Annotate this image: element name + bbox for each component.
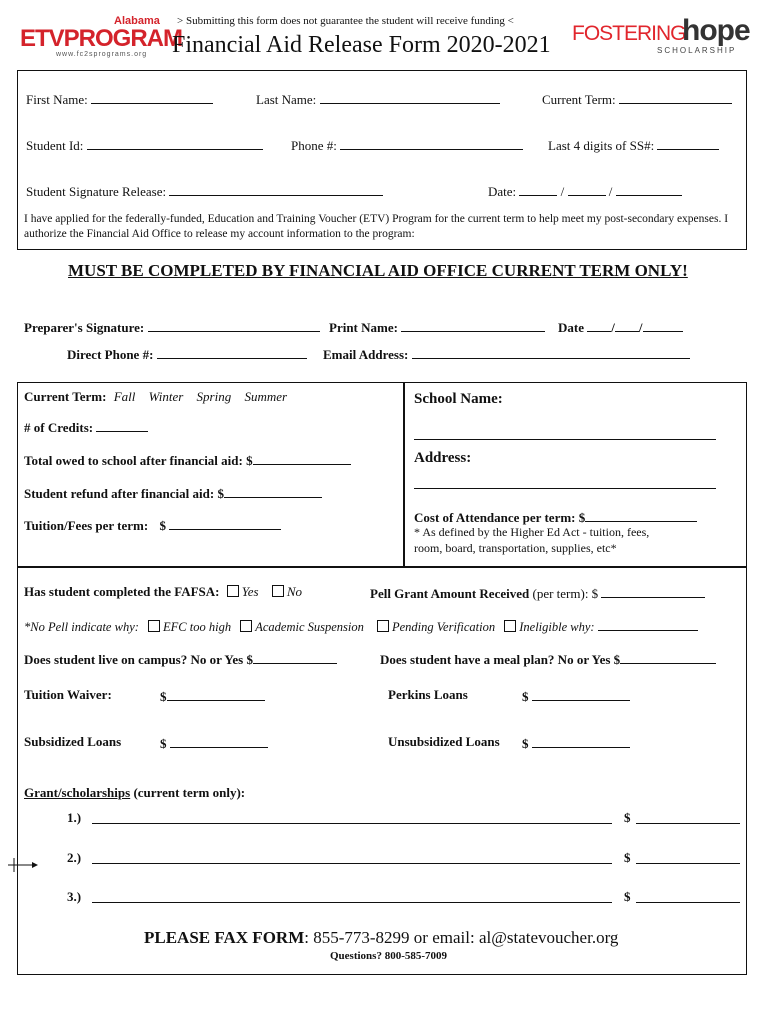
first-name-label: First Name: xyxy=(26,92,88,107)
perkins-field[interactable] xyxy=(522,687,630,705)
fafsa-label: Has student completed the FAFSA: xyxy=(24,584,220,599)
grant-row-3-line[interactable] xyxy=(92,902,612,903)
ineligible-checkbox[interactable] xyxy=(504,620,516,632)
pending-verification-checkbox[interactable] xyxy=(377,620,389,632)
last-name-field[interactable] xyxy=(256,90,500,108)
campus-line[interactable] xyxy=(253,650,337,664)
grant-row-2-dollar: $ xyxy=(624,850,631,865)
ineligible-label: Ineligible why: xyxy=(519,620,595,634)
preparer-signature-line[interactable] xyxy=(148,318,320,332)
term-section-divider xyxy=(403,383,405,567)
grant-row-3-amount-line[interactable] xyxy=(636,902,740,903)
waiver-dollar: $ xyxy=(160,689,167,704)
address-line[interactable] xyxy=(414,488,716,489)
direct-phone-field[interactable] xyxy=(67,345,307,363)
etv-logo-url: www.fc2sprograms.org xyxy=(56,51,148,58)
student-date-field[interactable]: Date: / / xyxy=(488,182,682,200)
fafsa-yes-label: Yes xyxy=(241,584,259,599)
email-line[interactable] xyxy=(412,345,690,359)
fafsa-no-checkbox[interactable] xyxy=(272,585,284,597)
credits-label: # of Credits: xyxy=(24,420,94,435)
first-name-line[interactable] xyxy=(91,90,213,104)
current-term-field[interactable] xyxy=(542,90,732,108)
student-date-label: Date: xyxy=(488,184,517,199)
phone-label: Phone #: xyxy=(291,138,337,153)
preparer-signature-field[interactable] xyxy=(24,318,320,336)
tuition-field[interactable] xyxy=(24,516,281,534)
total-owed-line[interactable] xyxy=(253,451,351,465)
unsubsidized-dollar: $ xyxy=(522,736,529,751)
last-name-label: Last Name: xyxy=(256,92,317,107)
waiver-line[interactable] xyxy=(167,687,265,701)
student-id-label: Student Id: xyxy=(26,138,84,153)
grant-row-2-number: 2.) xyxy=(67,850,82,865)
print-name-label: Print Name: xyxy=(329,320,398,335)
authorization-text: I have applied for the federally-funded, Education and Training Voucher (ETV) Program for the current term to help meet my post-secondary expenses. I authorize the Financial Aid Office to release my account information to the program: xyxy=(24,213,729,240)
fostering-hope-logo xyxy=(572,14,754,56)
ssn-line[interactable] xyxy=(657,136,719,150)
efc-label: EFC too high xyxy=(163,620,232,634)
term-option-fall[interactable]: Fall xyxy=(113,389,136,404)
current-term-line[interactable] xyxy=(619,90,732,104)
subsidized-label: Subsidized Loans xyxy=(24,734,122,749)
waiver-field[interactable] xyxy=(160,687,265,705)
academic-suspension-label: Academic Suspension xyxy=(255,620,364,634)
direct-phone-label: Direct Phone #: xyxy=(67,347,154,362)
tuition-line[interactable] xyxy=(169,516,281,530)
term-option-spring[interactable]: Spring xyxy=(196,389,232,404)
student-signature-line[interactable] xyxy=(169,182,383,196)
grant-row-3-number: 3.) xyxy=(67,889,82,904)
perkins-line[interactable] xyxy=(532,687,630,701)
school-name-line[interactable] xyxy=(414,439,716,440)
tuition-label: Tuition/Fees per term: xyxy=(24,518,149,533)
email-field[interactable] xyxy=(323,345,690,363)
preparer-signature-label: Preparer's Signature: xyxy=(24,320,145,335)
grant-row-1-line[interactable] xyxy=(92,823,612,824)
refund-label: Student refund after financial aid: $ xyxy=(24,486,224,501)
ssn-field[interactable] xyxy=(548,136,719,154)
preparer-date-day[interactable] xyxy=(615,318,639,332)
print-name-field[interactable] xyxy=(329,318,545,336)
school-name-label: School Name: xyxy=(414,391,503,407)
fafsa-yes-checkbox[interactable] xyxy=(227,585,239,597)
grant-row-1-amount-line[interactable] xyxy=(636,823,740,824)
subsidized-line[interactable] xyxy=(170,734,268,748)
grant-row-1-number: 1.) xyxy=(67,810,82,825)
funding-notice: > Submitting this form does not guarantee the student will receive funding < xyxy=(177,15,514,27)
preparer-date-year[interactable] xyxy=(643,318,683,332)
grant-row-1-dollar: $ xyxy=(624,810,631,825)
meal-field[interactable] xyxy=(380,650,716,668)
fax-contact: : 855-773-8299 or email: al@statevoucher.org xyxy=(304,928,619,947)
unsubsidized-field[interactable] xyxy=(522,734,630,752)
pending-verification-label: Pending Verification xyxy=(392,620,496,634)
credits-line[interactable] xyxy=(96,418,148,432)
phone-field[interactable] xyxy=(291,136,523,154)
grant-row-2-amount-line[interactable] xyxy=(636,863,740,864)
date-day-line[interactable] xyxy=(568,182,606,196)
print-name-line[interactable] xyxy=(401,318,545,332)
etv-logo-text: ETVPROGRAM xyxy=(20,25,183,52)
meal-label: Does student have a meal plan? No or Yes $ xyxy=(380,652,621,667)
grants-suffix: (current term only): xyxy=(133,785,246,800)
grants-label: Grant/scholarships xyxy=(24,785,131,800)
cost-field[interactable] xyxy=(414,508,697,526)
pell-label: Pell Grant Amount Received xyxy=(370,586,530,601)
fax-label: PLEASE FAX FORM xyxy=(144,928,305,947)
fax-instructions xyxy=(144,928,618,948)
pell-line[interactable] xyxy=(601,584,705,598)
fostering-hope-logo-c: SCHOLARSHIP xyxy=(657,46,737,55)
cost-note-2: room, board, transportation, supplies, etc* xyxy=(414,541,617,555)
student-id-field[interactable] xyxy=(26,136,263,154)
academic-suspension-checkbox[interactable] xyxy=(240,620,252,632)
fostering-hope-logo-b: hope xyxy=(682,14,750,47)
aid-office-heading: MUST BE COMPLETED BY FINANCIAL AID OFFICE CURRENT TERM ONLY! xyxy=(68,261,688,280)
grants-heading xyxy=(24,785,245,801)
fafsa-no-label: No xyxy=(286,584,303,599)
direct-phone-line[interactable] xyxy=(157,345,307,359)
fafsa-question xyxy=(24,584,302,600)
email-label: Email Address: xyxy=(323,347,409,362)
fostering-hope-logo-a: FOSTERING xyxy=(572,22,686,45)
etv-logo-state: Alabama xyxy=(114,15,160,27)
preparer-date-month[interactable] xyxy=(587,318,611,332)
preparer-date-label: Date xyxy=(558,320,584,335)
refund-line[interactable] xyxy=(224,484,322,498)
credits-field[interactable] xyxy=(24,418,148,436)
campus-label: Does student live on campus? No or Yes $ xyxy=(24,652,253,667)
perkins-label: Perkins Loans xyxy=(388,687,468,702)
cost-label: Cost of Attendance per term: $ xyxy=(414,510,586,525)
etv-logo xyxy=(18,15,183,58)
term-section xyxy=(17,382,747,568)
student-id-line[interactable] xyxy=(87,136,263,150)
ineligible-line[interactable] xyxy=(598,617,698,631)
phone-line[interactable] xyxy=(340,136,523,150)
campus-field[interactable] xyxy=(24,650,337,668)
questions-phone: Questions? 800-585-7009 xyxy=(330,950,448,962)
cost-line[interactable] xyxy=(585,508,697,522)
subsidized-field[interactable] xyxy=(160,734,268,752)
unsubsidized-label: Unsubsidized Loans xyxy=(388,734,500,749)
unsubsidized-line[interactable] xyxy=(532,734,630,748)
term-current-term xyxy=(24,389,287,405)
total-owed-field[interactable] xyxy=(24,451,351,469)
last-name-line[interactable] xyxy=(320,90,500,104)
ssn-label: Last 4 digits of SS#: xyxy=(548,138,655,153)
address-label: Address: xyxy=(414,450,472,466)
pell-field[interactable] xyxy=(370,584,705,602)
student-signature-label: Student Signature Release: xyxy=(26,184,167,199)
total-owed-label: Total owed to school after financial aid: $ xyxy=(24,453,253,468)
term-current-term-label: Current Term: xyxy=(24,389,107,404)
grant-row-3-dollar: $ xyxy=(624,889,631,904)
student-signature-field[interactable] xyxy=(26,182,383,200)
arrow-marker-icon xyxy=(8,858,40,872)
date-month-line[interactable] xyxy=(519,182,557,196)
subsidized-dollar: $ xyxy=(160,736,167,751)
current-term-label: Current Term: xyxy=(542,92,616,107)
tuition-dollar: $ xyxy=(159,518,166,533)
no-pell-reasons xyxy=(24,617,698,635)
cost-note-1: * As defined by the Higher Ed Act - tuition, fees, xyxy=(414,525,650,539)
page-title: Financial Aid Release Form 2020-2021 xyxy=(172,32,551,58)
first-name-field[interactable] xyxy=(26,90,213,108)
no-pell-label: *No Pell indicate why: xyxy=(24,620,139,634)
pell-term-label: (per term): $ xyxy=(532,586,599,601)
efc-checkbox[interactable] xyxy=(148,620,160,632)
grant-row-2-line[interactable] xyxy=(92,863,612,864)
waiver-label: Tuition Waiver: xyxy=(24,687,112,702)
perkins-dollar: $ xyxy=(522,689,529,704)
meal-line[interactable] xyxy=(620,650,716,664)
term-option-summer[interactable]: Summer xyxy=(244,389,288,404)
preparer-date-field[interactable]: Date / / xyxy=(558,318,683,336)
date-year-line[interactable] xyxy=(616,182,682,196)
term-option-winter[interactable]: Winter xyxy=(148,389,184,404)
refund-field[interactable] xyxy=(24,484,322,502)
